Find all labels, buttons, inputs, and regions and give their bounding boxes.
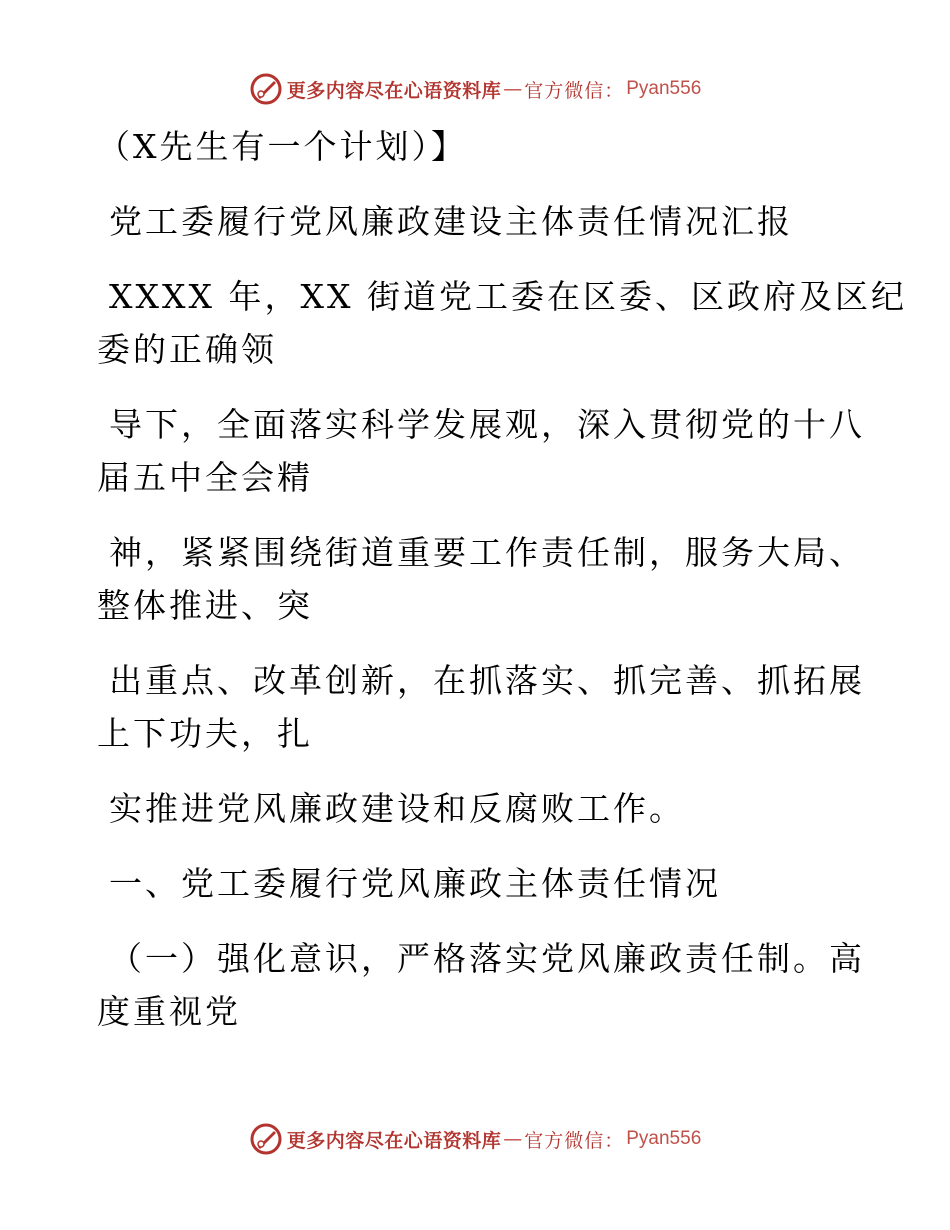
doc-line: （X先生有一个计划）】 bbox=[97, 127, 467, 166]
watermark-id: Pyan556 bbox=[626, 78, 702, 99]
doc-line: 神，紧紧围绕街道重要工作责任制，服务大局、 bbox=[109, 533, 865, 572]
header-watermark bbox=[0, 72, 950, 106]
watermark-sub-text: 官方微信： bbox=[524, 79, 625, 102]
section-heading: 一、党工委履行党风廉政主体责任情况 bbox=[109, 864, 721, 903]
doc-line: 委的正确领 bbox=[97, 330, 277, 369]
doc-line: 届五中全会精 bbox=[97, 458, 313, 497]
doc-line: 实推进党风廉政建设和反腐败工作。 bbox=[109, 789, 685, 828]
watermark-dash: — bbox=[503, 78, 523, 100]
watermark-id: Pyan556 bbox=[626, 1128, 702, 1149]
watermark-dash: — bbox=[503, 1128, 523, 1150]
watermark-sub-text: 官方微信： bbox=[524, 1129, 625, 1152]
doc-line: 度重视党 bbox=[97, 992, 241, 1031]
doc-line: 整体推进、突 bbox=[97, 586, 313, 625]
doc-line: 上下功夫，扎 bbox=[97, 714, 313, 753]
watermark-main-text: 更多内容尽在心语资料库 bbox=[286, 1129, 502, 1152]
doc-line: XXXX 年，XX 街道党工委在区委、区政府及区纪 bbox=[109, 277, 907, 316]
doc-line: 导下，全面落实科学发展观，深入贯彻党的十八 bbox=[109, 405, 865, 444]
pen-logo-icon bbox=[249, 1122, 283, 1156]
doc-line: （一）强化意识，严格落实党风廉政责任制。高 bbox=[109, 939, 865, 978]
doc-line: 出重点、改革创新，在抓落实、抓完善、抓拓展 bbox=[109, 661, 865, 700]
doc-title: 党工委履行党风廉政建设主体责任情况汇报 bbox=[109, 202, 793, 241]
watermark-main-text: 更多内容尽在心语资料库 bbox=[286, 79, 502, 102]
footer-watermark bbox=[0, 1122, 950, 1156]
document-body bbox=[97, 120, 907, 1038]
pen-logo-icon bbox=[249, 72, 283, 106]
